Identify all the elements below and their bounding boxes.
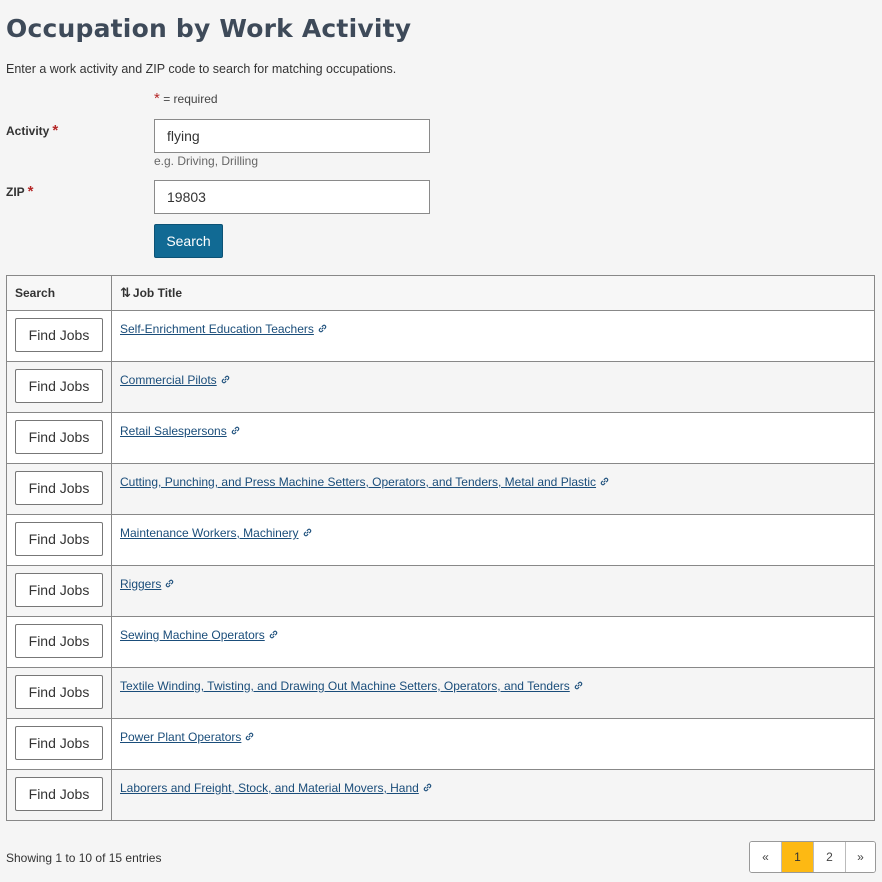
table-row [7,311,875,362]
job-title-link[interactable] [120,424,241,438]
table-row [7,719,875,770]
link-icon [244,731,255,742]
job-title-cell [112,413,875,464]
search-cell [7,464,112,515]
job-title-text: Sewing Machine Operators [120,628,265,642]
zip-label [6,183,34,200]
search-button[interactable]: Search [154,224,223,258]
job-title-text: Riggers [120,577,162,591]
pagination-page-2[interactable]: 2 [813,842,845,872]
table-row [7,464,875,515]
link-icon [230,425,241,436]
job-title-link[interactable] [120,373,231,387]
search-cell [7,362,112,413]
job-title-cell [112,362,875,413]
job-title-cell [112,668,875,719]
pagination [749,841,876,873]
job-title-text: Retail Salespersons [120,424,227,438]
find-jobs-button[interactable]: Find Jobs [15,726,103,760]
link-icon [599,476,610,487]
table-header-row [7,276,875,311]
job-title-link[interactable] [120,781,433,795]
find-jobs-button[interactable]: Find Jobs [15,777,103,811]
header-job-title[interactable] [112,276,875,311]
zip-required-star: * [27,183,34,200]
find-jobs-button[interactable]: Find Jobs [15,624,103,658]
job-title-link[interactable] [120,730,255,744]
activity-label [6,122,58,139]
required-star: * [154,90,160,107]
search-cell [7,515,112,566]
link-icon [220,374,231,385]
job-title-text: Power Plant Operators [120,730,242,744]
find-jobs-button[interactable]: Find Jobs [15,522,103,556]
find-jobs-button[interactable]: Find Jobs [15,420,103,454]
job-title-cell [112,311,875,362]
header-job-title-text: Job Title [132,286,183,300]
table-row [7,668,875,719]
table-row [7,362,875,413]
job-title-link[interactable] [120,679,584,693]
link-icon [573,680,584,691]
find-jobs-button[interactable]: Find Jobs [15,675,103,709]
table-row [7,566,875,617]
pagination-page-1[interactable]: 1 [781,842,813,872]
find-jobs-button[interactable]: Find Jobs [15,573,103,607]
table-row [7,770,875,821]
page-title: Occupation by Work Activity [6,14,412,43]
link-icon [302,527,313,538]
required-note-text: = required [163,92,218,106]
job-title-cell [112,617,875,668]
job-title-cell [112,566,875,617]
search-cell [7,668,112,719]
entries-info: Showing 1 to 10 of 15 entries [6,851,162,865]
job-title-cell [112,770,875,821]
link-icon [422,782,433,793]
link-icon [317,323,328,334]
search-cell [7,311,112,362]
job-title-link[interactable] [120,322,328,336]
pagination-next[interactable]: » [845,842,875,872]
activity-required-star: * [52,122,59,139]
job-title-link[interactable] [120,628,279,642]
zip-input[interactable] [154,180,430,214]
results-table [6,275,875,821]
search-cell [7,566,112,617]
job-title-link[interactable] [120,475,610,489]
job-title-text: Commercial Pilots [120,373,217,387]
table-row [7,617,875,668]
find-jobs-button[interactable]: Find Jobs [15,369,103,403]
search-cell [7,719,112,770]
job-title-link[interactable] [120,577,175,591]
job-title-text: Textile Winding, Twisting, and Drawing Out Machine Setters, Operators, and Tenders [120,679,570,693]
required-note [154,90,218,107]
table-row [7,413,875,464]
job-title-text: Laborers and Freight, Stock, and Material Movers, Hand [120,781,419,795]
table-row [7,515,875,566]
pagination-prev[interactable]: « [750,842,781,872]
intro-text: Enter a work activity and ZIP code to search for matching occupations. [6,62,397,76]
link-icon [164,578,175,589]
zip-label-text: ZIP [6,185,25,199]
find-jobs-button[interactable]: Find Jobs [15,318,103,352]
header-search: Search [7,276,112,311]
job-title-text: Maintenance Workers, Machinery [120,526,299,540]
job-title-link[interactable] [120,526,313,540]
job-title-cell [112,719,875,770]
find-jobs-button[interactable]: Find Jobs [15,471,103,505]
search-cell [7,617,112,668]
job-title-cell [112,515,875,566]
activity-input[interactable] [154,119,430,153]
job-title-text: Cutting, Punching, and Press Machine Setters, Operators, and Tenders, Metal and Plastic [120,475,597,489]
activity-label-text: Activity [6,124,50,138]
job-title-cell [112,464,875,515]
link-icon [268,629,279,640]
job-title-text: Self-Enrichment Education Teachers [120,322,314,336]
search-cell [7,770,112,821]
search-cell [7,413,112,464]
sort-icon: ⇅ [120,285,131,300]
activity-hint: e.g. Driving, Drilling [154,154,259,168]
